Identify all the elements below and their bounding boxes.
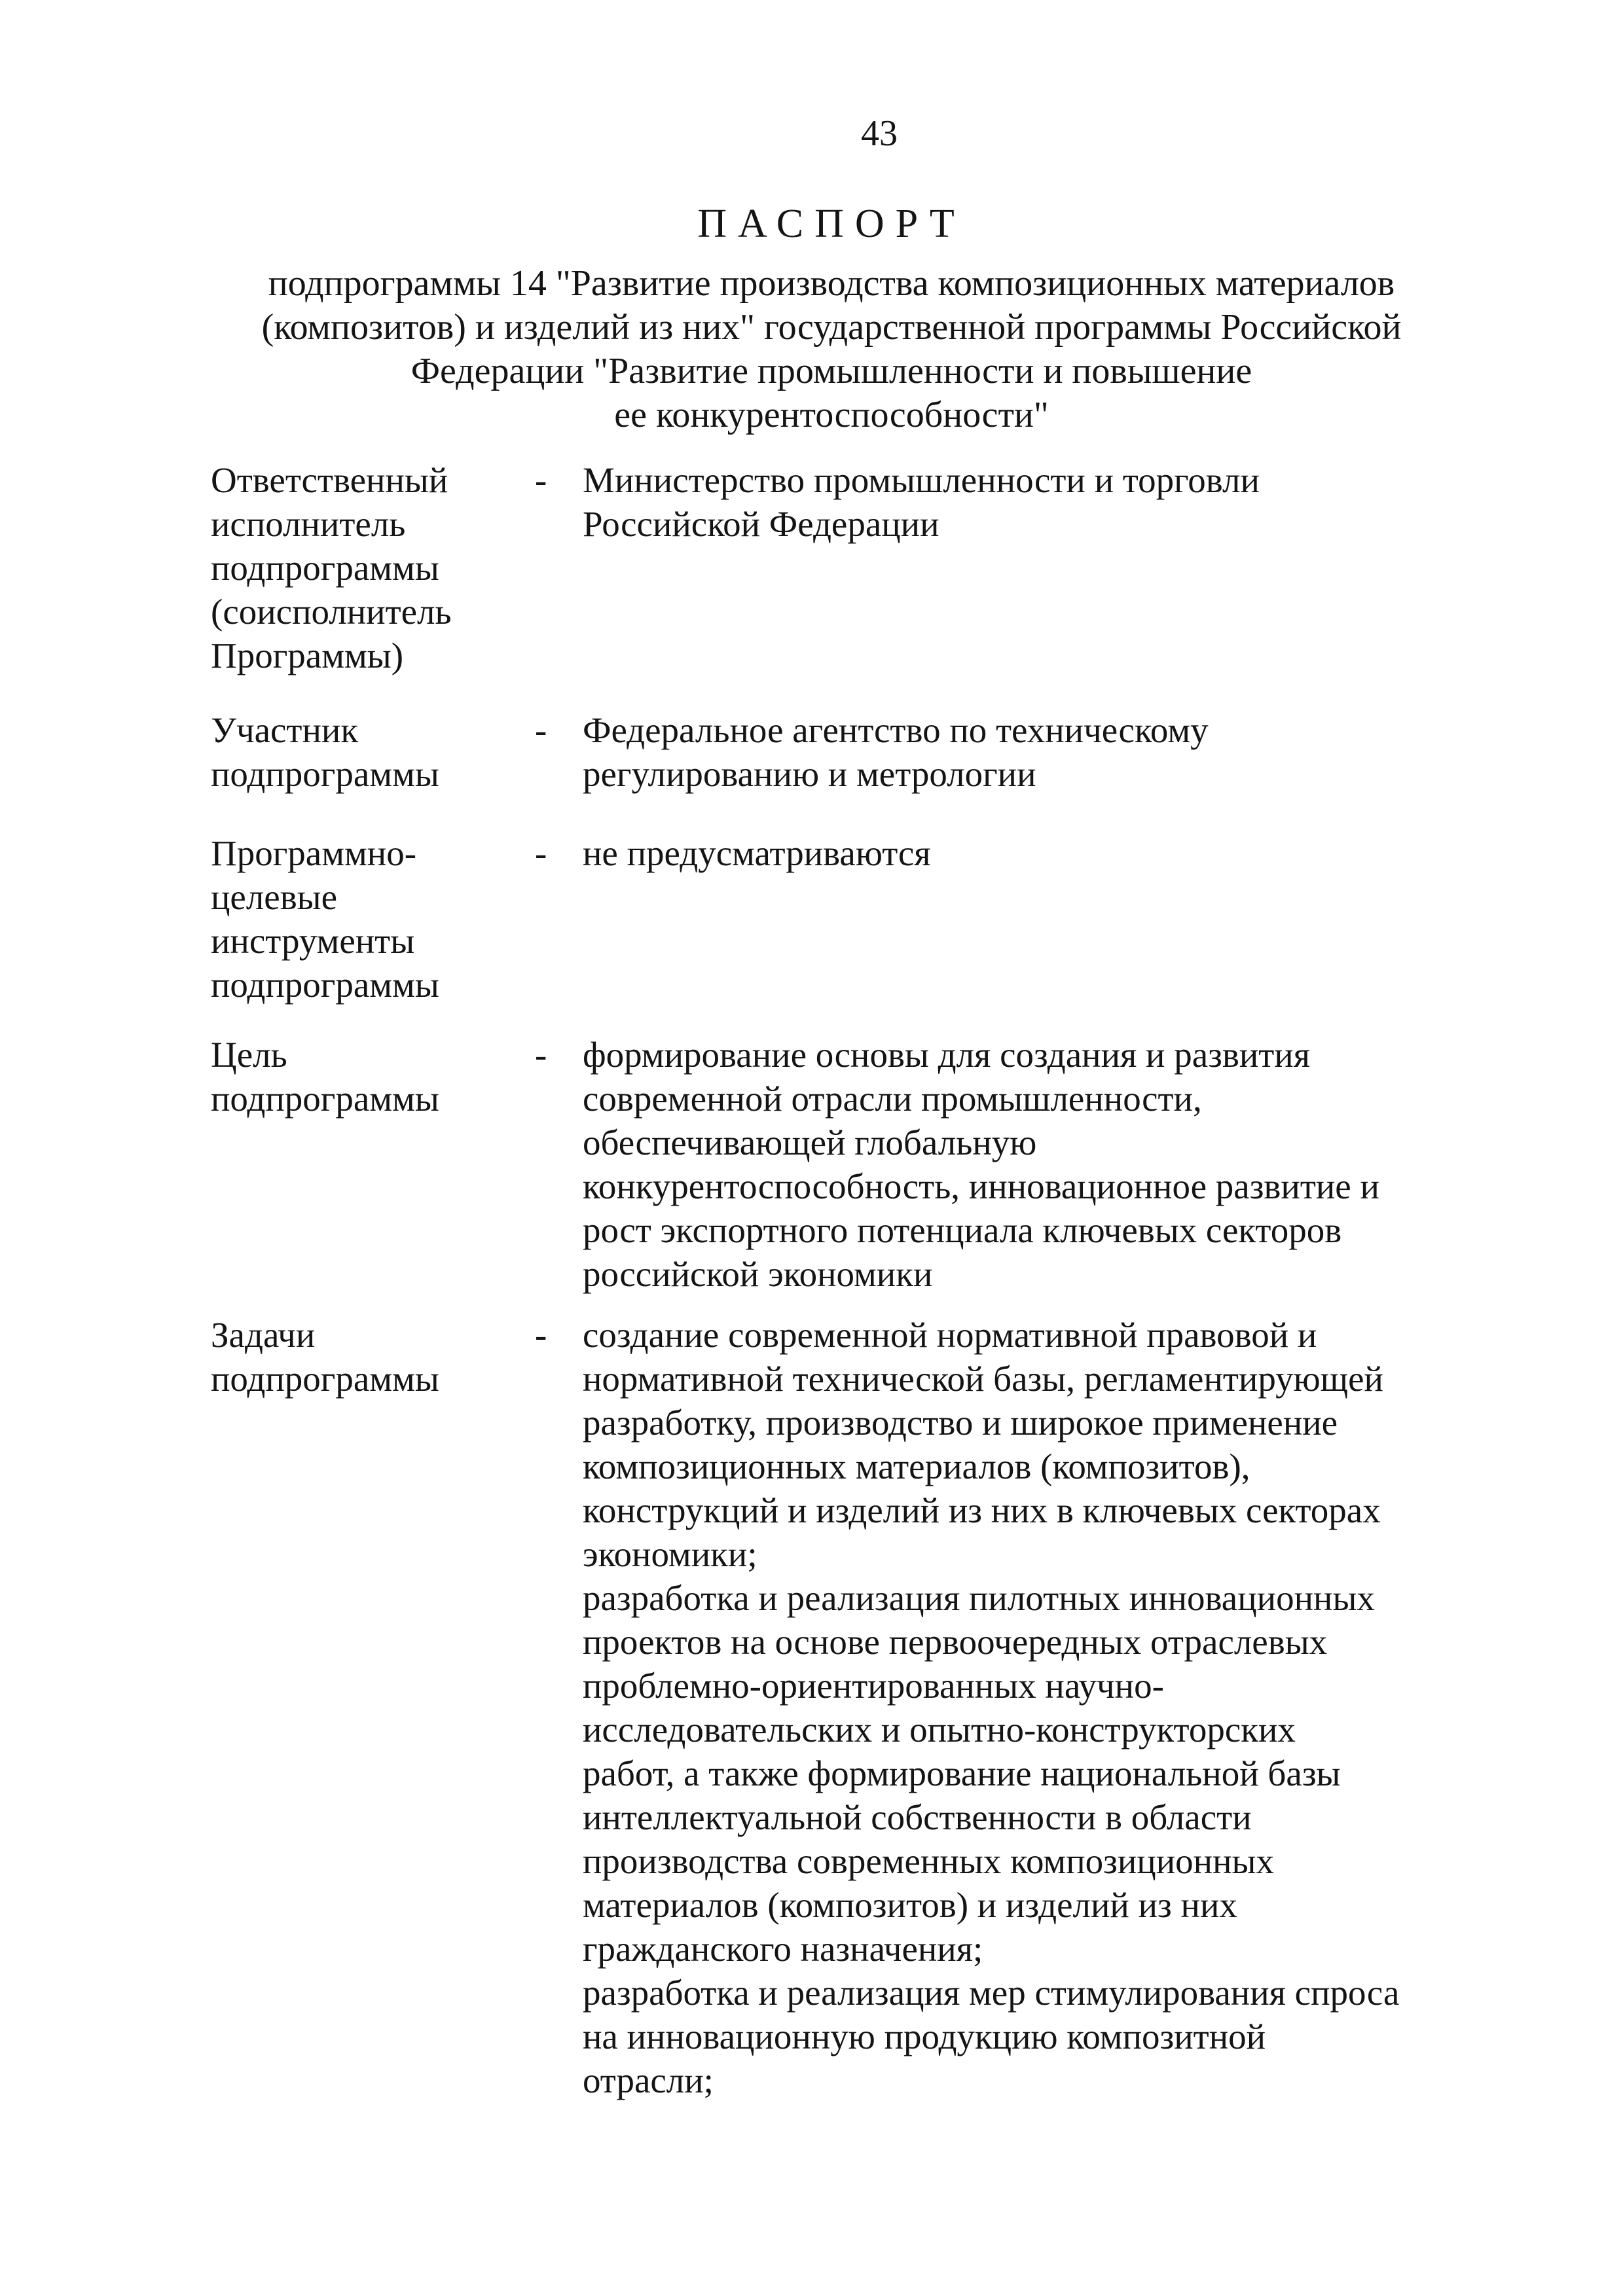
label-line: целевые <box>211 877 338 917</box>
label-line: Ответственный <box>211 460 448 500</box>
value-line: не предусматриваются <box>583 833 931 873</box>
label-line: подпрограммы <box>211 754 439 794</box>
value-line: Федеральное агентство по техническому <box>583 710 1209 750</box>
row-label <box>211 708 499 796</box>
row-label <box>211 831 499 1007</box>
label-line: Программы) <box>211 636 404 675</box>
value-line: на инновационную продукцию композитной <box>583 2017 1266 2056</box>
row-value <box>583 1313 1539 2102</box>
label-line: подпрограммы <box>211 548 439 588</box>
value-line: создание современной нормативной правовой и <box>583 1315 1317 1355</box>
row-dash: - <box>535 460 547 500</box>
value-line: обеспечивающей глобальную <box>583 1122 1037 1162</box>
value-line: регулированию и метрологии <box>583 754 1036 794</box>
value-line: экономики; <box>583 1534 757 1574</box>
value-line: современной отрасли промышленности, <box>583 1079 1202 1119</box>
value-line: исследовательских и опытно-конструкторских <box>583 1710 1296 1749</box>
value-line: разработка и реализация пилотных инновационных <box>583 1578 1375 1618</box>
value-line: проблемно-ориентированных научно- <box>583 1666 1164 1706</box>
value-line: российской экономики <box>583 1254 933 1294</box>
label-line: Задачи <box>211 1315 316 1355</box>
row-dash: - <box>535 1315 547 1355</box>
label-line: (соисполнитель <box>211 592 452 632</box>
value-line: гражданского назначения; <box>583 1929 983 1969</box>
label-line: инструменты <box>211 921 415 961</box>
value-line: формирование основы для создания и развития <box>583 1035 1311 1075</box>
row-value <box>583 831 1539 875</box>
value-line: интеллектуальной собственности в области <box>583 1797 1252 1837</box>
page-number: 43 <box>861 113 898 154</box>
value-line: конструкций и изделий из них в ключевых секторах <box>583 1490 1381 1530</box>
row-dash: - <box>535 1035 547 1075</box>
row-dash: - <box>535 833 547 873</box>
row-label <box>211 1033 499 1121</box>
subtitle-line: ее конкурентоспособности" <box>614 395 1049 435</box>
document-title: ПАСПОРТ <box>697 202 966 246</box>
value-line: композиционных материалов (композитов), <box>583 1446 1250 1486</box>
subtitle-line: подпрограммы 14 "Развитие производства композиционных материалов <box>268 263 1395 304</box>
row-dash: - <box>535 710 547 750</box>
row-value <box>583 1033 1539 1296</box>
value-line: конкурентоспособность, инновационное развитие и <box>583 1166 1379 1206</box>
row-label <box>211 1313 499 1401</box>
row-value <box>583 708 1539 796</box>
row-value <box>583 458 1539 546</box>
value-line: рост экспортного потенциала ключевых секторов <box>583 1210 1342 1250</box>
value-line: разработка и реализация мер стимулирования спроса <box>583 1973 1400 2013</box>
row-label <box>211 458 499 677</box>
value-line: разработку, производство и широкое применение <box>583 1403 1338 1443</box>
value-line: производства современных композиционных <box>583 1841 1274 1881</box>
label-line: подпрограммы <box>211 1079 439 1119</box>
label-line: Цель <box>211 1035 287 1075</box>
subtitle-line: (композитов) и изделий из них" государственной программы Российской <box>261 307 1402 348</box>
label-line: подпрограммы <box>211 1359 439 1399</box>
value-line: Министерство промышленности и торговли <box>583 460 1260 500</box>
label-line: Программно- <box>211 833 417 873</box>
subtitle-line: Федерации "Развитие промышленности и повышение <box>410 351 1252 391</box>
value-line: Российской Федерации <box>583 504 939 544</box>
value-line: отрасли; <box>583 2060 714 2100</box>
label-line: исполнитель <box>211 504 406 544</box>
value-line: проектов на основе первоочередных отраслевых <box>583 1622 1328 1662</box>
document-subtitle <box>196 262 1467 437</box>
value-line: работ, а также формирование национальной базы <box>583 1753 1341 1793</box>
value-line: нормативной технической базы, регламентирующей <box>583 1359 1383 1399</box>
label-line: подпрограммы <box>211 965 439 1005</box>
label-line: Участник <box>211 710 359 750</box>
value-line: материалов (композитов) и изделий из них <box>583 1885 1237 1925</box>
